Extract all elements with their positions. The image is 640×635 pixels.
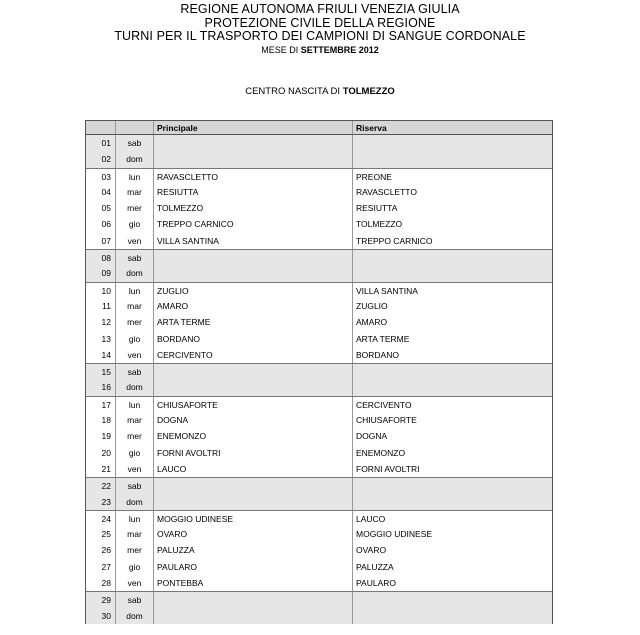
riserva-cell: RESIUTTA xyxy=(356,203,398,214)
table-row xyxy=(86,216,552,232)
column-header-principale: Principale xyxy=(154,121,353,134)
principale-cell: DOGNA xyxy=(154,412,353,428)
month-value: SETTEMBRE 2012 xyxy=(300,44,379,55)
riserva-cell: CERCIVENTO xyxy=(356,399,412,410)
day-of-week: mer xyxy=(116,314,154,330)
table-row xyxy=(86,461,552,477)
birth-centre-line xyxy=(0,86,640,97)
day-number: 05 xyxy=(86,200,116,216)
month-prefix: MESE DI xyxy=(261,44,299,55)
table-row xyxy=(86,510,552,526)
table-row xyxy=(86,331,552,347)
principale-cell: MOGGIO UDINESE xyxy=(154,511,353,526)
riserva-cell: PAULARO xyxy=(356,578,396,589)
principale-cell: OVARO xyxy=(154,526,353,542)
riserva-cell: OVARO xyxy=(356,545,387,556)
day-number: 28 xyxy=(86,575,116,591)
principale-cell: PALUZZA xyxy=(154,542,353,558)
riserva-cell: RAVASCLETTO xyxy=(356,186,417,197)
principale-cell: TREPPO CARNICO xyxy=(154,216,353,232)
region-title: REGIONE AUTONOMA FRIULI VENEZIA GIULIA xyxy=(180,2,460,16)
riserva-cell: BORDANO xyxy=(356,349,399,360)
riserva-cell xyxy=(353,379,552,395)
principale-cell: AMARO xyxy=(154,298,353,314)
riserva-cell xyxy=(353,608,552,624)
principale-cell: BORDANO xyxy=(154,331,353,347)
centre-name: TOLMEZZO xyxy=(342,86,395,97)
table-row xyxy=(86,314,552,330)
riserva-cell: TREPPO CARNICO xyxy=(356,235,433,246)
day-of-week: dom xyxy=(116,151,154,167)
department-title: PROTEZIONE CIVILE DELLA REGIONE xyxy=(204,15,436,30)
table-row xyxy=(86,200,552,216)
riserva-cell: DOGNA xyxy=(356,431,388,442)
principale-cell: ENEMONZO xyxy=(154,428,353,444)
day-number: 11 xyxy=(86,298,116,314)
riserva-cell xyxy=(353,494,552,510)
principale-cell xyxy=(154,250,353,265)
table-row xyxy=(86,298,552,314)
principale-cell: VILLA SANTINA xyxy=(154,233,353,249)
day-of-week: mar xyxy=(116,298,154,314)
table-header-row xyxy=(86,121,552,135)
day-number: 17 xyxy=(86,397,116,412)
table-row xyxy=(86,282,552,298)
day-of-week: sab xyxy=(116,478,154,493)
day-of-week: lun xyxy=(116,169,154,184)
day-number: 20 xyxy=(86,445,116,461)
day-of-week: dom xyxy=(116,265,154,281)
principale-cell xyxy=(154,135,353,151)
principale-cell xyxy=(154,364,353,379)
day-of-week: ven xyxy=(116,347,154,363)
table-row xyxy=(86,526,552,542)
riserva-cell xyxy=(353,478,552,493)
day-of-week: ven xyxy=(116,575,154,591)
riserva-cell: LAUCO xyxy=(356,513,386,524)
table-row xyxy=(86,363,552,379)
day-of-week: lun xyxy=(116,283,154,298)
table-row xyxy=(86,542,552,558)
day-number: 23 xyxy=(86,494,116,510)
principale-cell xyxy=(154,608,353,624)
riserva-cell: PALUZZA xyxy=(356,561,394,572)
riserva-cell xyxy=(353,592,552,607)
day-number: 26 xyxy=(86,542,116,558)
principale-cell: RAVASCLETTO xyxy=(154,169,353,184)
principale-cell: PONTEBBA xyxy=(154,575,353,591)
riserva-cell xyxy=(353,265,552,281)
column-header-riserva: Riserva xyxy=(356,123,387,133)
day-number: 22 xyxy=(86,478,116,493)
day-number: 04 xyxy=(86,184,116,200)
column-header-number xyxy=(86,121,116,134)
principale-cell xyxy=(154,151,353,167)
table-row xyxy=(86,151,552,167)
riserva-cell xyxy=(353,364,552,379)
centre-prefix: CENTRO NASCITA DI xyxy=(245,86,341,97)
principale-cell xyxy=(154,494,353,510)
principale-cell: LAUCO xyxy=(154,461,353,477)
day-of-week: gio xyxy=(116,559,154,575)
principale-cell xyxy=(154,592,353,607)
riserva-cell: VILLA SANTINA xyxy=(356,285,418,296)
table-row xyxy=(86,347,552,363)
day-number: 01 xyxy=(86,135,116,151)
table-row xyxy=(86,575,552,591)
riserva-cell: ENEMONZO xyxy=(356,447,406,458)
shift-table xyxy=(85,120,553,624)
day-of-week: mer xyxy=(116,428,154,444)
riserva-cell: FORNI AVOLTRI xyxy=(356,463,420,474)
riserva-cell: PREONE xyxy=(356,171,392,182)
column-header-day xyxy=(116,121,154,134)
day-number: 06 xyxy=(86,216,116,232)
document-header xyxy=(0,0,640,56)
principale-cell: CERCIVENTO xyxy=(154,347,353,363)
day-number: 10 xyxy=(86,283,116,298)
riserva-cell: CHIUSAFORTE xyxy=(356,415,417,426)
day-number: 16 xyxy=(86,379,116,395)
day-of-week: mar xyxy=(116,526,154,542)
day-of-week: dom xyxy=(116,379,154,395)
table-row xyxy=(86,265,552,281)
riserva-cell: ZUGLIO xyxy=(356,300,388,311)
day-of-week: gio xyxy=(116,445,154,461)
table-row xyxy=(86,412,552,428)
day-number: 02 xyxy=(86,151,116,167)
table-row xyxy=(86,135,552,151)
table-row xyxy=(86,591,552,607)
principale-cell xyxy=(154,265,353,281)
principale-cell: ZUGLIO xyxy=(154,283,353,298)
day-of-week: mar xyxy=(116,412,154,428)
riserva-cell: TOLMEZZO xyxy=(356,219,403,230)
riserva-cell xyxy=(353,151,552,167)
principale-cell: RESIUTTA xyxy=(154,184,353,200)
day-number: 07 xyxy=(86,233,116,249)
principale-cell: FORNI AVOLTRI xyxy=(154,445,353,461)
principale-cell: TOLMEZZO xyxy=(154,200,353,216)
day-number: 13 xyxy=(86,331,116,347)
day-number: 24 xyxy=(86,511,116,526)
day-number: 12 xyxy=(86,314,116,330)
table-row xyxy=(86,396,552,412)
table-row xyxy=(86,477,552,493)
day-of-week: mer xyxy=(116,542,154,558)
principale-cell: CHIUSAFORTE xyxy=(154,397,353,412)
riserva-cell: MOGGIO UDINESE xyxy=(356,529,433,540)
day-number: 25 xyxy=(86,526,116,542)
day-of-week: ven xyxy=(116,233,154,249)
table-row xyxy=(86,168,552,184)
table-row xyxy=(86,379,552,395)
principale-cell: ARTA TERME xyxy=(154,314,353,330)
day-number: 03 xyxy=(86,169,116,184)
month-line xyxy=(0,44,640,56)
day-of-week: lun xyxy=(116,511,154,526)
table-row xyxy=(86,494,552,510)
schedule-title: TURNI PER IL TRASPORTO DEI CAMPIONI DI SANGUE CORDONALE xyxy=(114,29,526,43)
day-of-week: gio xyxy=(116,331,154,347)
day-of-week: ven xyxy=(116,461,154,477)
day-number: 18 xyxy=(86,412,116,428)
table-row xyxy=(86,184,552,200)
table-row xyxy=(86,233,552,249)
day-number: 08 xyxy=(86,250,116,265)
riserva-cell xyxy=(353,135,552,151)
day-number: 30 xyxy=(86,608,116,624)
day-number: 19 xyxy=(86,428,116,444)
riserva-cell: AMARO xyxy=(356,317,388,328)
table-row xyxy=(86,445,552,461)
day-of-week: sab xyxy=(116,592,154,607)
day-number: 29 xyxy=(86,592,116,607)
day-of-week: gio xyxy=(116,216,154,232)
riserva-cell: ARTA TERME xyxy=(356,333,410,344)
day-of-week: mar xyxy=(116,184,154,200)
day-of-week: mer xyxy=(116,200,154,216)
table-row xyxy=(86,608,552,624)
day-number: 14 xyxy=(86,347,116,363)
day-number: 15 xyxy=(86,364,116,379)
day-number: 21 xyxy=(86,461,116,477)
day-number: 09 xyxy=(86,265,116,281)
day-of-week: sab xyxy=(116,364,154,379)
day-of-week: dom xyxy=(116,494,154,510)
day-of-week: sab xyxy=(116,135,154,151)
principale-cell xyxy=(154,379,353,395)
table-row xyxy=(86,428,552,444)
table-row xyxy=(86,249,552,265)
day-of-week: sab xyxy=(116,250,154,265)
table-row xyxy=(86,559,552,575)
day-of-week: dom xyxy=(116,608,154,624)
riserva-cell xyxy=(353,250,552,265)
day-number: 27 xyxy=(86,559,116,575)
principale-cell: PAULARO xyxy=(154,559,353,575)
principale-cell xyxy=(154,478,353,493)
day-of-week: lun xyxy=(116,397,154,412)
